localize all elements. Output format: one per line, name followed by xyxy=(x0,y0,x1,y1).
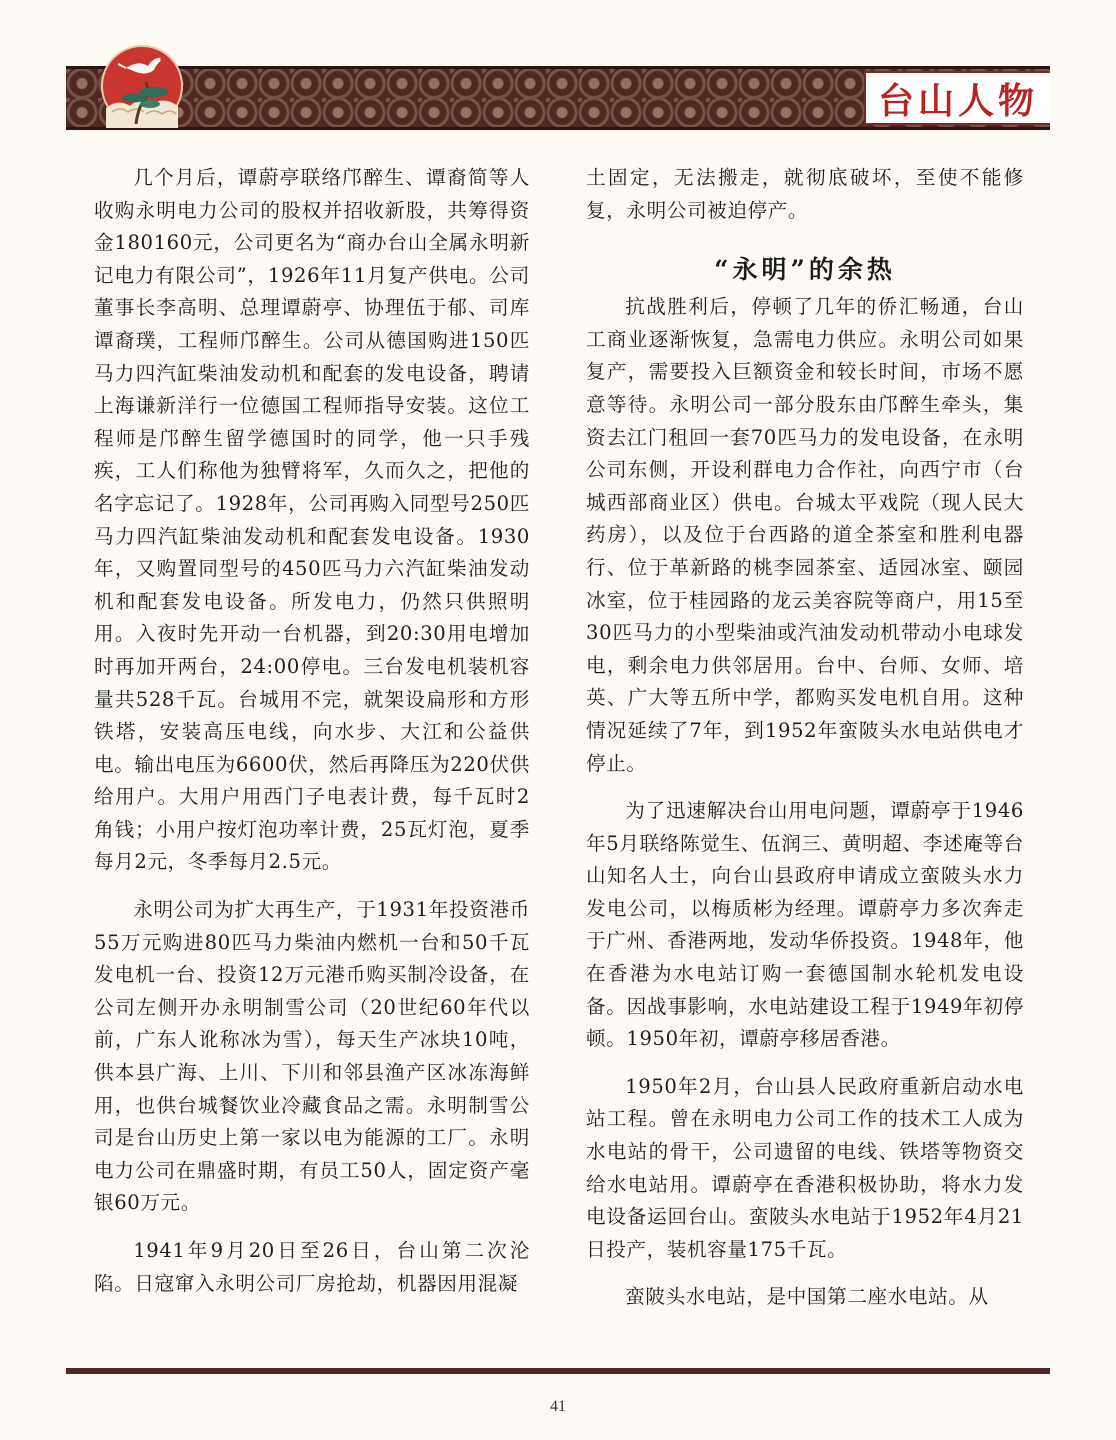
header-band xyxy=(66,66,1050,130)
left-column xyxy=(94,162,530,1300)
footer-rule xyxy=(66,1368,1050,1374)
page-number: 41 xyxy=(550,1398,566,1415)
section-title: 台山人物 xyxy=(877,79,1038,122)
section-title-plate xyxy=(864,71,1050,125)
paragraph: 为了迅速解决台山用电问题，谭蔚亭于1946年5月联络陈觉生、伍润三、黄明超、李述庵等台山知名人士，向台山县政府申请成立蛮陂头水力发电公司，以梅质彬为经理。谭蔚亭力多次奔走于广州、香港两地，发动华侨投资。1948年，他在香港为水电站订购一套德国制水轮机发电设备。因战事影响，水电站建设工程于1949年初停顿。1950年初，谭蔚亭移居香港。 xyxy=(586,799,1024,1051)
paragraph: 1941年9月20日至26日，台山第二次沦陷。日寇窜入永明公司厂房抢劫，机器因用混凝 xyxy=(94,1239,530,1295)
right-column xyxy=(586,162,1024,1314)
section-heading: “永明”的余热 xyxy=(714,255,896,285)
paragraph-continuation: 土固定，无法搬走，就彻底破坏，至使不能修复，永明公司被迫停产。 xyxy=(586,166,1024,222)
crane-pine-sun-emblem-icon xyxy=(96,42,188,134)
paragraph: 1950年2月，台山县人民政府重新启动水电站工程。曾在永明电力公司工作的技术工人成为水电站的骨干，公司遗留的电线、铁塔等物资交给水电站用。谭蔚亭在香港积极协助，将水力发电设备运回台山。蛮陂头水电站于1952年4月21日投产，装机容量175千瓦。 xyxy=(586,1074,1024,1261)
paragraph: 蛮陂头水电站，是中国第二座水电站。从 xyxy=(625,1285,989,1309)
paragraph: 永明公司为扩大再生产，于1931年投资港币55万元购进80匹马力柴油内燃机一台和50千瓦发电机一台、投资12万元港币购买制冷设备，在公司左侧开办永明制雪公司（20世纪60年代以前，广东人讹称冰为雪），每天生产冰块10吨，供本县广海、上川、下川和邻县渔产区冰冻海鲜用，也供台城餐饮业冷藏食品之需。永明制雪公司是台山历史上第一家以电为能源的工厂。永明电力公司在鼎盛时期，有员工50人，固定资产毫银60万元。 xyxy=(94,898,530,1215)
paragraph: 几个月后，谭蔚亭联络邝醉生、谭裔简等人收购永明电力公司的股权并招收新股，共筹得资金180160元，公司更名为“商办台山全属永明新记电力有限公司”，1926年11月复产供电。公司董事长李高明、总理谭蔚亭、协理伍于郁、司库谭裔璞，工程师邝醉生。公司从德国购进150匹马力四汽缸柴油发动机和配套的发电设备，聘请上海谦新洋行一位德国工程师指导安装。这位工程师是邝醉生留学德国时的同学，他一只手残疾，工人们称他为独臂将军，久而久之，把他的名字忘记了。1928年，公司再购入同型号250匹马力四汽缸柴油发动机和配套发电设备。1930年，又购置同型号的450匹马力六汽缸柴油发动机和配套发电设备。所发电力，仍然只供照明用。入夜时先开动一台机器，到20:30用电增加时再加开两台，24:00停电。三台发电机装机容量共528千瓦。台城用不完，就架设扁形和方形铁塔，安装高压电线，向水步、大江和公益供电。输出电压为6600伏，然后再降压为220伏供给用户。大用户用西门子电表计费，每千瓦时2角钱；小用户按灯泡功率计费，25瓦灯泡，夏季每月2元，冬季每月2.5元。 xyxy=(94,166,530,874)
paragraph: 抗战胜利后，停顿了几年的侨汇畅通，台山工商业逐渐恢复，急需电力供应。永明公司如果复产，需要投入巨额资金和较长时间，市场不愿意等待。永明公司一部分股东由邝醉生牵头，集资去江门租回一套70匹马力的发电设备，在永明公司东侧，开设利群电力合作社，向西宁市（台城西部商业区）供电。台城太平戏院（现人民大药房），以及位于台西路的道全茶室和胜利电器行、位于革新路的桃李园茶室、适园冰室、颐园冰室，位于桂园路的龙云美容院等商户，用15至30匹马力的小型柴油或汽油发动机带动小电球发电，剩余电力供邻居用。台中、台师、女师、培英、广大等五所中学，都购买发电机自用。这种情况延续了7年，到1952年蛮陂头水电站供电才停止。 xyxy=(586,295,1024,775)
